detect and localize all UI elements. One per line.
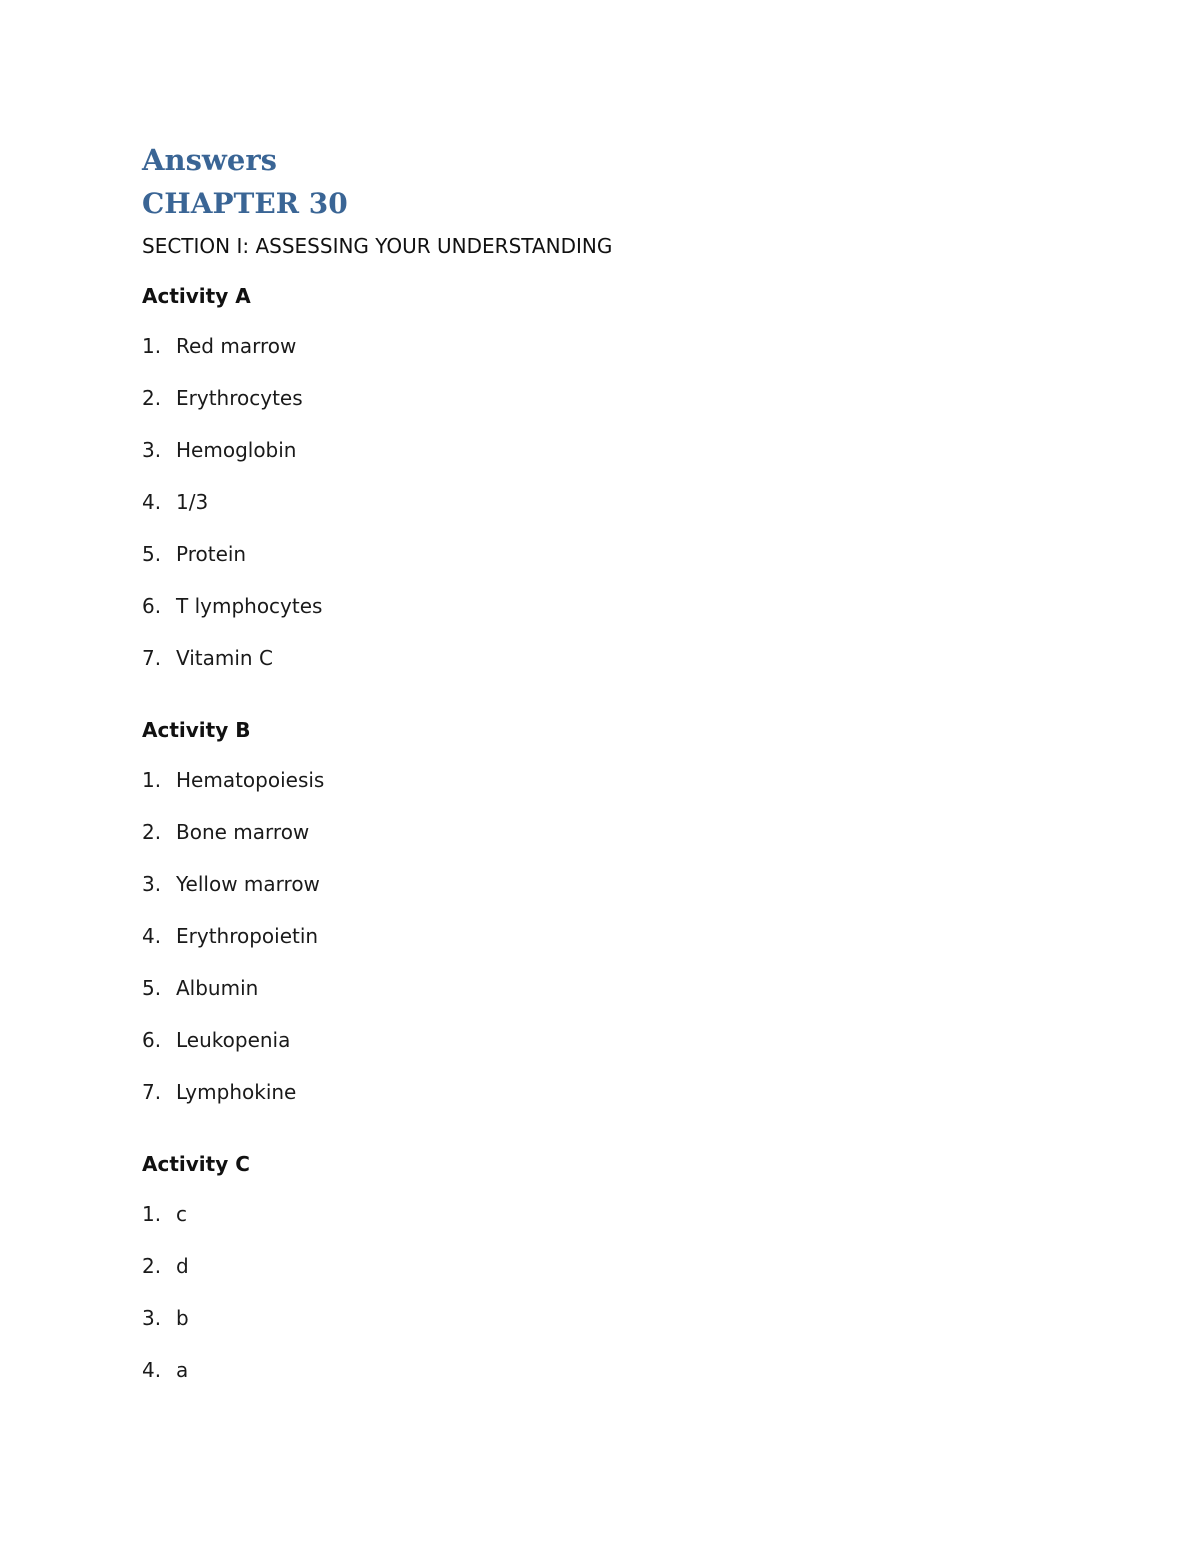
- item-number: 6.: [142, 1028, 162, 1052]
- item-number: 2.: [142, 820, 162, 844]
- section-title: SECTION I: ASSESSING YOUR UNDERSTANDING: [142, 234, 613, 258]
- document-page: [142, 140, 1082, 1384]
- activity-title: Activity C: [142, 1152, 250, 1176]
- item-number: 3.: [142, 872, 162, 896]
- item-number: 5.: [142, 542, 162, 566]
- item-answer: Protein: [176, 542, 247, 566]
- item-number: 4.: [142, 924, 162, 948]
- list-item: [142, 1026, 1082, 1054]
- item-answer: Leukopenia: [176, 1028, 291, 1052]
- list-item: [142, 766, 1082, 794]
- item-number: 5.: [142, 976, 162, 1000]
- list-item: [142, 384, 1082, 412]
- document-title: Answers: [142, 143, 277, 177]
- list-item: [142, 818, 1082, 846]
- item-answer: Erythrocytes: [176, 386, 303, 410]
- activity-title: Activity A: [142, 284, 251, 308]
- list-item: [142, 332, 1082, 360]
- item-number: 4.: [142, 490, 162, 514]
- list-item: [142, 540, 1082, 568]
- item-answer: Red marrow: [176, 334, 297, 358]
- item-number: 1.: [142, 768, 162, 792]
- answer-list: [142, 332, 1082, 672]
- item-answer: Erythropoietin: [176, 924, 319, 948]
- list-item: [142, 974, 1082, 1002]
- chapter-heading: CHAPTER 30: [142, 187, 348, 220]
- item-number: 7.: [142, 646, 162, 670]
- list-item: [142, 1252, 1082, 1280]
- item-answer: 1/3: [176, 490, 209, 514]
- list-item: [142, 1356, 1082, 1384]
- item-answer: Yellow marrow: [176, 872, 320, 896]
- item-answer: a: [176, 1358, 189, 1382]
- item-answer: d: [176, 1254, 189, 1278]
- item-answer: Hemoglobin: [176, 438, 297, 462]
- item-answer: Vitamin C: [176, 646, 273, 670]
- item-answer: c: [176, 1202, 187, 1226]
- item-answer: b: [176, 1306, 189, 1330]
- list-item: [142, 1304, 1082, 1332]
- item-number: 1.: [142, 1202, 162, 1226]
- item-number: 3.: [142, 1306, 162, 1330]
- answer-list: [142, 1200, 1082, 1384]
- item-number: 7.: [142, 1080, 162, 1104]
- item-number: 2.: [142, 386, 162, 410]
- list-item: [142, 1200, 1082, 1228]
- list-item: [142, 870, 1082, 898]
- item-number: 1.: [142, 334, 162, 358]
- answer-list: [142, 766, 1082, 1106]
- activity-b: [142, 716, 1082, 1106]
- item-number: 2.: [142, 1254, 162, 1278]
- list-item: [142, 488, 1082, 516]
- list-item: [142, 922, 1082, 950]
- item-answer: Hematopoiesis: [176, 768, 325, 792]
- activity-title: Activity B: [142, 718, 251, 742]
- activity-a: [142, 282, 1082, 672]
- list-item: [142, 592, 1082, 620]
- item-answer: Lymphokine: [176, 1080, 297, 1104]
- item-number: 6.: [142, 594, 162, 618]
- item-answer: Bone marrow: [176, 820, 310, 844]
- item-number: 4.: [142, 1358, 162, 1382]
- item-number: 3.: [142, 438, 162, 462]
- item-answer: Albumin: [176, 976, 259, 1000]
- item-answer: T lymphocytes: [176, 594, 323, 618]
- activity-c: [142, 1150, 1082, 1384]
- list-item: [142, 436, 1082, 464]
- list-item: [142, 1078, 1082, 1106]
- list-item: [142, 644, 1082, 672]
